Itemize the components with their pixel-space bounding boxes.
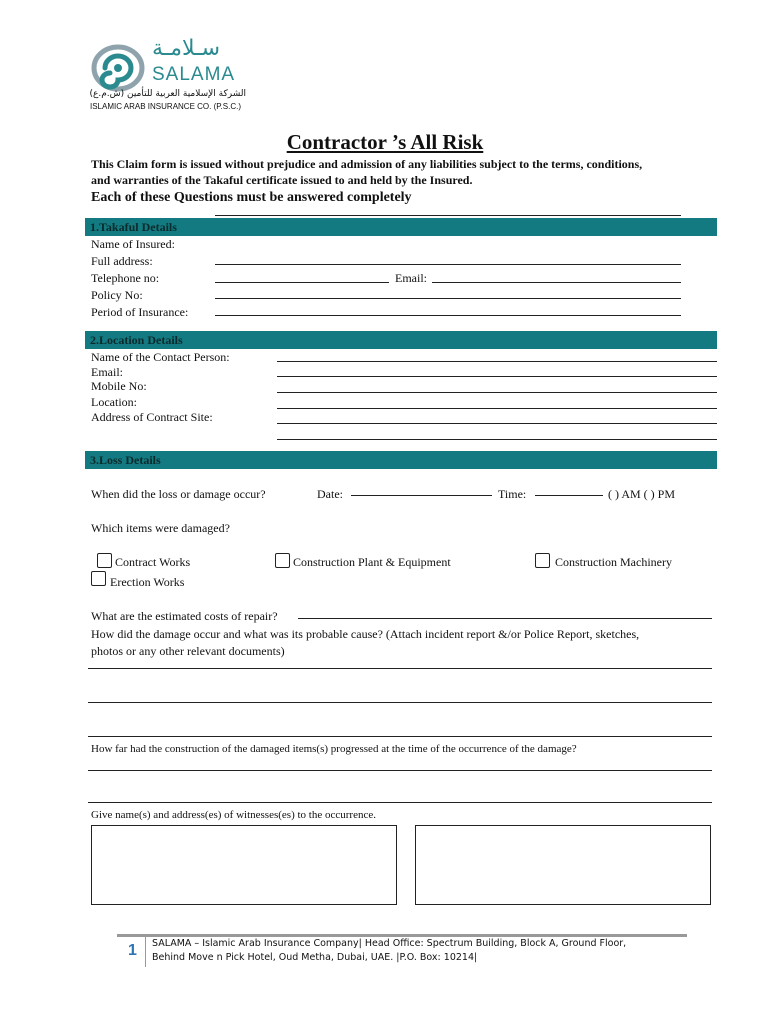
section-1-header	[85, 218, 717, 236]
section-1-email-field[interactable]	[432, 282, 681, 283]
policy-field[interactable]	[215, 298, 681, 299]
erection-works-checkbox[interactable]	[91, 571, 106, 586]
page-title: Contractor ’s All Risk	[286, 130, 484, 154]
page-number: 1	[128, 942, 137, 959]
construction-plant-label: Construction Plant & Equipment	[293, 555, 451, 569]
instruction-heading: Each of these Questions must be answered completely	[91, 190, 412, 205]
period-label: Period of Insurance:	[91, 305, 189, 319]
intro-line-2: and warranties of the Takaful certificate issued to and held by the Insured.	[91, 173, 473, 187]
time-field[interactable]	[535, 495, 603, 496]
footer-rule	[117, 934, 687, 937]
repair-cost-field[interactable]	[298, 618, 712, 619]
construction-progress-question: How far had the construction of the damaged items(s) progressed at the time of the occurrence of the damage?	[91, 743, 577, 755]
witness-1-box[interactable]	[91, 825, 397, 905]
mobile-field[interactable]	[277, 392, 717, 393]
damage-cause-field-3[interactable]	[88, 736, 712, 737]
mobile-label: Mobile No:	[91, 379, 147, 393]
full-address-label: Full address:	[91, 254, 153, 268]
logo-english-company: ISLAMIC ARAB INSURANCE CO. (P.S.C.)	[90, 102, 241, 111]
repair-cost-question: What are the estimated costs of repair?	[91, 609, 278, 623]
damage-cause-question-1: How did the damage occur and what was its probable cause? (Attach incident report &/or Police Report, sketches,	[91, 627, 640, 641]
damage-cause-field-1[interactable]	[88, 668, 712, 669]
damage-cause-field-2[interactable]	[88, 702, 712, 703]
footer-address-line-2: Behind Move n Pick Hotel, Oud Metha, Dubai, UAE. |P.O. Box: 10214|	[152, 952, 478, 963]
construction-progress-field-2[interactable]	[88, 802, 712, 803]
items-damaged-question: Which items were damaged?	[91, 521, 230, 535]
contract-site-label: Address of Contract Site:	[91, 410, 213, 424]
intro-line-1: This Claim form is issued without prejudice and admission of any liabilities subject to the terms, conditions,	[91, 157, 643, 171]
construction-plant-checkbox[interactable]	[275, 553, 290, 568]
section-1-email-label: Email:	[395, 271, 427, 285]
period-field[interactable]	[215, 315, 681, 316]
section-2-title: 2.Location Details	[90, 333, 183, 347]
time-label: Time:	[498, 487, 527, 501]
contract-works-label: Contract Works	[115, 555, 191, 569]
witness-2-box[interactable]	[415, 825, 711, 905]
construction-progress-field-1[interactable]	[88, 770, 712, 771]
logo-arabic-name: سـلامـة	[152, 36, 221, 61]
section-2-email-label: Email:	[91, 365, 123, 379]
telephone-label: Telephone no:	[91, 271, 160, 285]
am-pm-selector[interactable]: ( ) AM ( ) PM	[608, 487, 676, 501]
date-field[interactable]	[351, 495, 492, 496]
section-3-header	[85, 451, 717, 469]
section-2-email-field[interactable]	[277, 376, 717, 377]
damage-cause-question-2: photos or any other relevant documents)	[91, 644, 285, 658]
date-label: Date:	[317, 487, 343, 501]
policy-label: Policy No:	[91, 288, 143, 302]
contract-site-field[interactable]	[277, 423, 717, 424]
loss-when-label: When did the loss or damage occur?	[91, 487, 266, 501]
contract-site-field-2[interactable]	[277, 439, 717, 440]
construction-machinery-label: Construction Machinery	[555, 555, 672, 569]
erection-works-label: Erection Works	[110, 575, 185, 589]
footer-address-line-1: SALAMA – Islamic Arab Insurance Company| Head Office: Spectrum Building, Block A, Ground Floor,	[152, 938, 627, 949]
section-3-title: 3.Loss Details	[90, 453, 161, 467]
location-field[interactable]	[277, 408, 717, 409]
section-2-header	[85, 331, 717, 349]
logo-arabic-company: الشركة الإسلامية العربية للتأمين (ش.م.ع)	[89, 89, 246, 99]
salama-swirl-icon	[91, 44, 145, 92]
instruction-rule	[215, 215, 681, 216]
contact-person-field[interactable]	[277, 361, 717, 362]
company-logo	[88, 36, 258, 116]
telephone-field[interactable]	[215, 282, 389, 283]
contract-works-checkbox[interactable]	[97, 553, 112, 568]
construction-machinery-checkbox[interactable]	[535, 553, 550, 568]
insured-name-label: Name of Insured:	[91, 237, 175, 251]
section-1-title: 1.Takaful Details	[90, 220, 177, 234]
footer-divider	[145, 937, 146, 967]
logo-english-name: SALAMA	[152, 64, 236, 85]
location-label: Location:	[91, 395, 137, 409]
full-address-field[interactable]	[215, 264, 681, 265]
contact-person-label: Name of the Contact Person:	[91, 350, 230, 364]
witnesses-question: Give name(s) and address(es) of witnesses(es) to the occurrence.	[91, 809, 376, 821]
